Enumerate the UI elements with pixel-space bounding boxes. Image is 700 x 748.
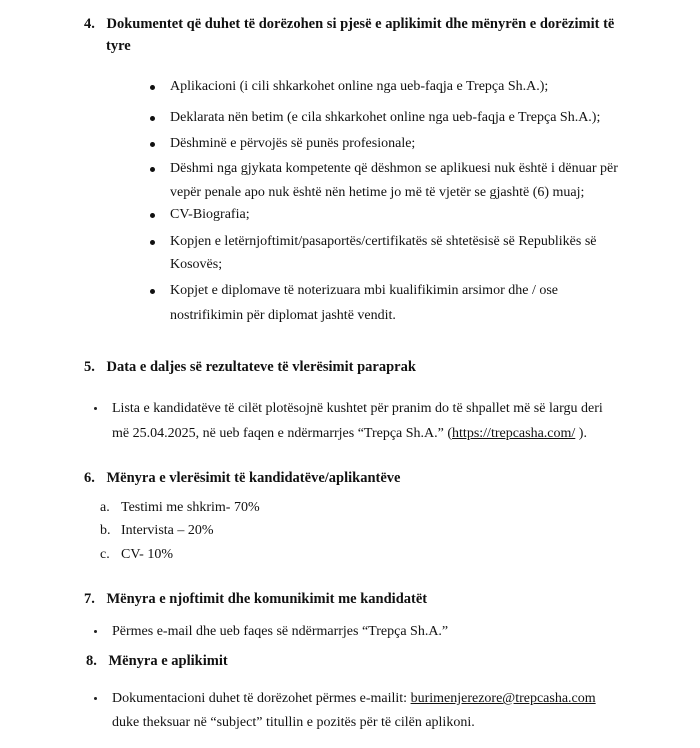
section-4-heading-cont — [106, 37, 131, 56]
section-7-heading — [84, 590, 427, 609]
list-item: CV-Biografia; — [170, 207, 250, 222]
website-link[interactable]: https://trepcasha.com/ — [452, 426, 576, 441]
list-item-cont: nostrifikimin për diplomat jashtë vendit. — [170, 308, 396, 323]
bullet-icon — [94, 630, 97, 633]
list-item: Testimi me shkrim- 70% — [121, 500, 260, 515]
list-item: Kopjen e letërnjoftimit/pasaportës/certifikatës së shtetësisë së Republikës së — [170, 234, 597, 249]
section-number: 6. — [84, 470, 95, 486]
section-5-heading — [84, 358, 416, 377]
email-link[interactable]: burimenjerezore@trepcasha.com — [410, 691, 596, 706]
list-item: Kopjet e diplomave të noterizuara mbi kualifikimin arsimor dhe / ose — [170, 283, 559, 298]
section-title: Mënyra e aplikimit — [108, 653, 228, 669]
bullet-icon — [150, 142, 155, 147]
list-item: Deklarata nën betim (e cila shkarkohet online nga ueb-faqja e Trepça Sh.A.); — [170, 110, 601, 125]
section-title-cont: tyre — [106, 38, 131, 54]
section-number: 5. — [84, 359, 95, 375]
section-8-heading — [86, 652, 228, 671]
list-item-cont: vepër penale apo nuk është nën hetime jo më të vjetër se gjashtë (6) muaj; — [170, 185, 585, 200]
paragraph-line — [112, 690, 596, 708]
list-letter: c. — [100, 547, 110, 562]
bullet-icon — [94, 697, 97, 700]
text-segment: Dokumentacioni duhet të dorëzohet përmes e-mailit: — [112, 691, 411, 706]
section-title: Dokumentet që duhet të dorëzohen si pjesë e aplikimit dhe mënyrën e dorëzimit të — [106, 16, 615, 32]
list-item: Intervista – 20% — [121, 523, 214, 538]
paragraph-line: Lista e kandidatëve të cilët plotësojnë kushtet për pranim do të shpallet më së largu deri — [112, 401, 603, 416]
bullet-icon — [150, 116, 155, 121]
list-item-cont: Kosovës; — [170, 257, 223, 272]
bullet-icon — [94, 407, 97, 410]
text-segment: ). — [575, 426, 587, 441]
list-item: Aplikacioni (i cili shkarkohet online nga ueb-faqja e Trepça Sh.A.); — [170, 79, 549, 94]
paragraph-line: duke theksuar në “subject” titullin e pozitës për të cilën aplikoni. — [112, 715, 475, 730]
list-item: Dëshminë e përvojës së punës profesionale; — [170, 136, 416, 151]
list-item: Dëshmi nga gjykata kompetente që dëshmon se aplikuesi nuk është i dënuar për — [170, 161, 618, 176]
bullet-icon — [150, 167, 155, 172]
section-4-heading — [84, 15, 614, 34]
section-title: Mënyra e njoftimit dhe komunikimit me kandidatët — [106, 591, 428, 607]
section-number: 7. — [84, 591, 95, 607]
list-letter: a. — [100, 500, 110, 515]
section-6-heading — [84, 469, 400, 488]
list-item: CV- 10% — [121, 547, 173, 562]
text-segment: më 25.04.2025, në ueb faqen e ndërmarrjes “Trepça Sh.A.” ( — [112, 426, 453, 441]
section-number: 8. — [86, 653, 97, 669]
list-letter: b. — [100, 523, 111, 538]
bullet-icon — [150, 240, 155, 245]
bullet-icon — [150, 85, 155, 90]
section-title: Data e daljes së rezultateve të vlerësimit paraprak — [106, 359, 416, 375]
bullet-icon — [150, 213, 155, 218]
bullet-icon — [150, 289, 155, 294]
section-title: Mënyra e vlerësimit të kandidatëve/aplikantëve — [106, 470, 401, 486]
paragraph-line — [112, 425, 587, 443]
section-number: 4. — [84, 16, 95, 32]
paragraph-line: Përmes e-mail dhe ueb faqes së ndërmarrjes “Trepça Sh.A.” — [112, 624, 449, 639]
